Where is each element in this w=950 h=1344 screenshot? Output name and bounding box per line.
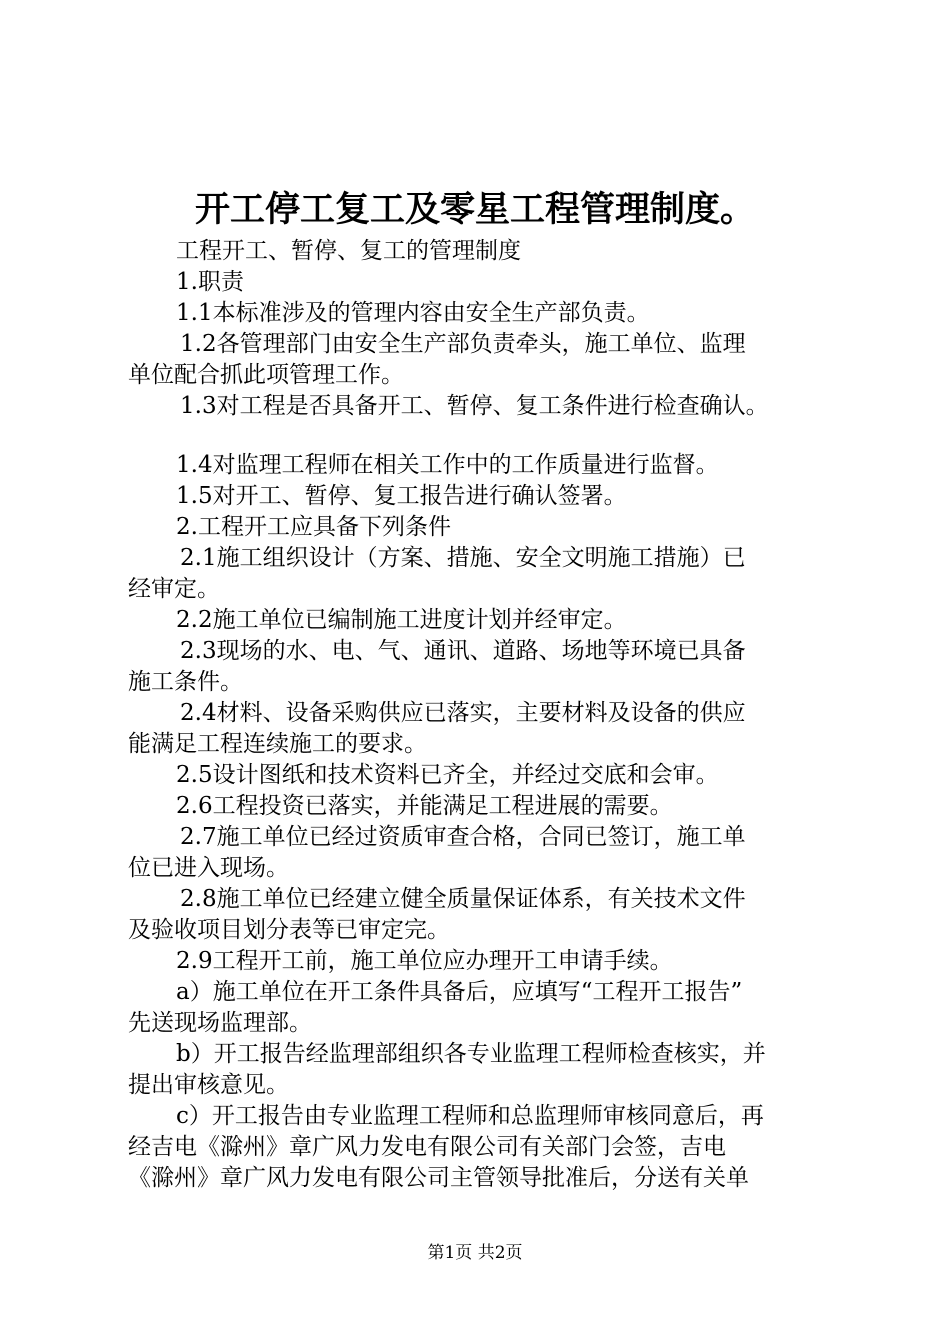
- paragraph-line: c）开工报告由专业监理工程师和总监理师审核同意后，再: [176, 1103, 764, 1129]
- document-body: [128, 236, 868, 1194]
- paragraph-line: 位已进入现场。: [128, 855, 289, 881]
- paragraph-line: 提出审核意见。: [128, 1072, 289, 1098]
- paragraph-line: 1.3对工程是否具备开工、暂停、复工条件进行检查确认。: [180, 393, 769, 419]
- page-footer: 第1页 共2页: [427, 1243, 523, 1263]
- paragraph-line: 2.5设计图纸和技术资料已齐全，并经过交底和会审。: [176, 762, 719, 788]
- paragraph-line: 2.3现场的水、电、气、通讯、道路、场地等环境已具备: [180, 638, 746, 664]
- paragraph-line: 施工条件。: [128, 669, 243, 695]
- paragraph-line: 2.7施工单位已经过资质审查合格，合同已签订，施工单: [180, 824, 746, 850]
- paragraph-line: 2.1施工组织设计（方案、措施、安全文明施工措施）已: [180, 545, 746, 571]
- paragraph-line: 经审定。: [128, 576, 220, 602]
- paragraph-line: 1.4对监理工程师在相关工作中的工作质量进行监督。: [176, 452, 719, 478]
- paragraph-line: a）施工单位在开工条件具备后，应填写“工程开工报告”: [176, 979, 743, 1005]
- paragraph-line: 经吉电《滁州》章广风力发电有限公司有关部门会签，吉电: [128, 1134, 726, 1160]
- paragraph-line: 及验收项目划分表等已审定完。: [128, 917, 450, 943]
- paragraph-line: 能满足工程连续施工的要求。: [128, 731, 427, 757]
- paragraph-line: 单位配合抓此项管理工作。: [128, 362, 404, 388]
- paragraph-line: b）开工报告经监理部组织各专业监理工程师检查核实，并: [176, 1041, 766, 1067]
- paragraph-line: 2.4材料、设备采购供应已落实，主要材料及设备的供应: [180, 700, 746, 726]
- paragraph-line: 2.9工程开工前，施工单位应办理开工申请手续。: [176, 948, 673, 974]
- paragraph-line: 《滁州》章广风力发电有限公司主管领导批准后，分送有关单: [128, 1165, 749, 1191]
- paragraph-line: 2.8施工单位已经建立健全质量保证体系，有关技术文件: [180, 886, 746, 912]
- paragraph-line: 2.2施工单位已编制施工进度计划并经审定。: [176, 607, 627, 633]
- section-heading: 工程开工、暂停、复工的管理制度: [176, 238, 521, 264]
- paragraph-line: 1.2各管理部门由安全生产部负责牵头，施工单位、监理: [180, 331, 746, 357]
- document-title: 开工停工复工及零星工程管理制度。: [194, 189, 755, 230]
- paragraph-line: 1.1本标准涉及的管理内容由安全生产部负责。: [176, 300, 650, 326]
- paragraph-line: 2.6工程投资已落实，并能满足工程进展的需要。: [176, 793, 673, 819]
- paragraph-line: 2.工程开工应具备下列条件: [176, 514, 451, 540]
- paragraph-line: 1.5对开工、暂停、复工报告进行确认签署。: [176, 483, 627, 509]
- paragraph-line: 1.职责: [176, 269, 244, 295]
- blank-line: [128, 422, 868, 450]
- paragraph-line: 先送现场监理部。: [128, 1010, 312, 1036]
